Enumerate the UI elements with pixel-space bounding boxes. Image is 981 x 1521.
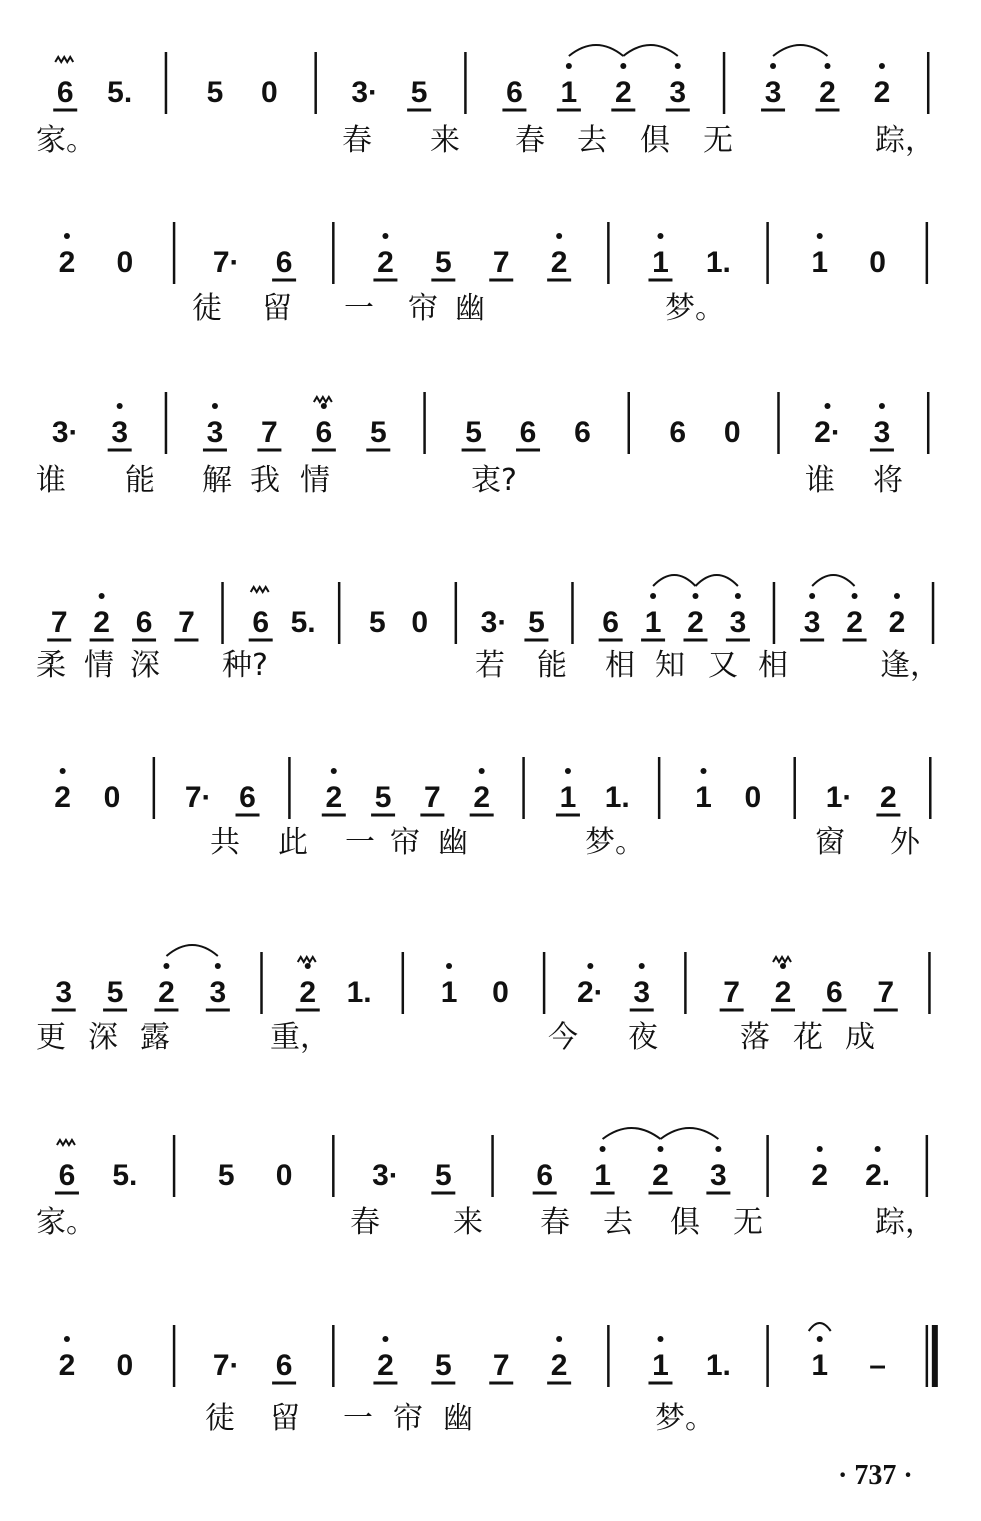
lyric-char: 外 <box>890 825 920 860</box>
lyric-char: 我 <box>250 463 280 498</box>
high-octave-dot <box>780 963 786 969</box>
high-octave-dot <box>620 63 626 69</box>
note: 6 <box>669 416 687 449</box>
system-8 <box>59 1323 935 1436</box>
system-5 <box>54 757 930 860</box>
note: 6 <box>135 606 153 639</box>
lyric-char: 去 <box>603 1205 633 1240</box>
note: 3 <box>803 606 821 639</box>
note: 1 <box>811 1349 829 1382</box>
high-octave-dot <box>879 63 885 69</box>
lyric-char: 春 <box>350 1205 380 1240</box>
note: 5 <box>369 416 387 449</box>
high-octave-dot <box>117 403 123 409</box>
high-octave-dot <box>692 593 698 599</box>
note: 1. <box>705 246 731 279</box>
system-6 <box>36 945 929 1055</box>
lyric-char: 谁 <box>805 463 835 498</box>
lyric-char: 能 <box>125 463 155 498</box>
note: 6 <box>506 76 523 109</box>
lyric-char: 一 <box>344 291 374 326</box>
lyric-char: 留 <box>270 1401 300 1436</box>
note: 2 <box>54 781 71 814</box>
lyric-char: 家。 <box>36 1205 96 1240</box>
high-octave-dot <box>64 1336 70 1342</box>
high-octave-dot <box>715 1146 721 1152</box>
note: 0 <box>116 246 134 279</box>
note: 5 <box>217 1159 235 1192</box>
high-octave-dot <box>824 63 830 69</box>
note: 1 <box>811 246 829 279</box>
lyric-char: 幽 <box>455 291 485 326</box>
lyric-char: 深 <box>88 1020 118 1055</box>
note: 2 <box>58 246 76 279</box>
high-octave-dot <box>875 1146 881 1152</box>
lyric-char: 来 <box>430 123 460 158</box>
high-octave-dot <box>809 593 815 599</box>
note: 6 <box>536 1159 554 1192</box>
lyric-char: 留 <box>262 291 292 326</box>
note: 3 <box>729 606 747 639</box>
note: 5 <box>369 606 386 639</box>
high-octave-dot <box>770 63 776 69</box>
note: 2· <box>576 976 604 1009</box>
note: 6 <box>239 781 256 814</box>
lyric-char: 一 <box>343 1401 373 1436</box>
note: 1 <box>695 781 712 814</box>
note: 2 <box>873 76 891 109</box>
lyric-char: 无 <box>733 1205 763 1240</box>
note: 6 <box>315 416 333 449</box>
high-octave-dot <box>321 403 327 409</box>
note: 3 <box>633 976 651 1009</box>
slur <box>653 575 695 586</box>
note: 2 <box>158 976 175 1009</box>
high-octave-dot <box>701 768 707 774</box>
note: 2 <box>888 606 906 639</box>
note: 3· <box>51 416 79 449</box>
lyric-char: 去 <box>577 123 607 158</box>
note: 1 <box>652 246 669 279</box>
ornament-mark <box>773 957 791 962</box>
note: 7 <box>492 246 510 279</box>
lyric-char: 幽 <box>438 825 468 860</box>
lyric-char: 帘 <box>393 1401 423 1436</box>
lyric-char: 能 <box>537 648 567 683</box>
note: 7· <box>212 1349 240 1382</box>
lyric-char: 帘 <box>390 825 420 860</box>
note: 2 <box>880 781 897 814</box>
note: 2 <box>377 1349 394 1382</box>
note: 2 <box>299 976 317 1009</box>
lyric-char: 花 <box>793 1020 823 1055</box>
note: 5 <box>434 1349 452 1382</box>
lyric-char: 徒 <box>205 1401 235 1436</box>
note: 3 <box>710 1159 727 1192</box>
high-octave-dot <box>600 1146 606 1152</box>
note: 0 <box>411 606 429 639</box>
high-octave-dot <box>565 768 571 774</box>
lyric-char: 此 <box>278 825 308 860</box>
lyric-char: 俱 <box>670 1205 700 1240</box>
high-octave-dot <box>331 768 337 774</box>
note: 0 <box>869 246 886 279</box>
high-octave-dot <box>60 768 66 774</box>
note: 5 <box>106 976 124 1009</box>
lyric-char: 深 <box>130 648 160 683</box>
note: 6 <box>56 76 74 109</box>
slur <box>812 575 854 586</box>
note: 1 <box>652 1349 669 1382</box>
lyric-char: 窗 <box>815 825 845 860</box>
ornament-mark <box>298 957 316 962</box>
note: 1. <box>705 1349 731 1382</box>
note: 0 <box>116 1349 134 1382</box>
page-number: · 737 · <box>838 1460 913 1491</box>
note: 7 <box>877 976 895 1009</box>
lyric-char: 衷? <box>471 463 517 498</box>
lyric-char: 夜 <box>628 1020 658 1055</box>
lyric-char: 一 <box>345 825 375 860</box>
note: 2 <box>325 781 343 814</box>
note: 7· <box>184 781 212 814</box>
lyric-char: 梦。 <box>665 291 725 326</box>
note: 2· <box>814 416 841 449</box>
lyric-char: 情 <box>84 648 114 683</box>
note: 7 <box>178 606 195 639</box>
lyric-char: 种? <box>222 648 268 683</box>
lyric-char: 更 <box>36 1020 66 1055</box>
lyric-char: 谁 <box>36 463 66 498</box>
high-octave-dot <box>817 1336 823 1342</box>
slur <box>166 945 217 956</box>
ornament-mark <box>55 57 73 62</box>
lyric-char: 将 <box>873 463 903 498</box>
note: 6 <box>58 1159 76 1192</box>
note: 6 <box>519 416 537 449</box>
note: 1 <box>560 76 578 109</box>
note: 2 <box>811 1159 829 1192</box>
note: 2 <box>614 76 632 109</box>
note: 5 <box>434 1159 452 1192</box>
lyric-char: 无 <box>703 123 733 158</box>
note: 1 <box>559 781 577 814</box>
high-octave-dot <box>639 963 645 969</box>
note: 6 <box>826 976 843 1009</box>
note: 2 <box>774 976 792 1009</box>
lyric-char: 相 <box>605 648 635 683</box>
fermata-mark <box>809 1323 831 1331</box>
high-octave-dot <box>446 963 452 969</box>
note: 5 <box>528 606 545 639</box>
ornament-mark <box>57 1140 75 1145</box>
note: 0 <box>261 76 278 109</box>
high-octave-dot <box>382 233 388 239</box>
note: 6 <box>574 416 591 449</box>
note: 0 <box>723 416 741 449</box>
high-octave-dot <box>894 593 900 599</box>
ornament-mark <box>251 587 269 592</box>
note: 3· <box>351 76 379 109</box>
note: 1 <box>644 606 662 639</box>
lyric-char: 又 <box>708 648 738 683</box>
note: 2 <box>550 246 568 279</box>
note: 2 <box>550 1349 568 1382</box>
system-1 <box>36 45 935 158</box>
lyric-char: 徒 <box>192 291 222 326</box>
note: 6 <box>275 246 293 279</box>
score-systems <box>36 45 940 1436</box>
slur <box>695 575 737 586</box>
lyric-char: 春 <box>515 123 545 158</box>
system-2 <box>59 222 927 326</box>
high-octave-dot <box>657 1146 663 1152</box>
note: 5 <box>434 246 452 279</box>
lyric-char: 若 <box>475 648 505 683</box>
slur <box>569 45 623 56</box>
slur <box>660 1128 718 1139</box>
lyric-char: 梦。 <box>585 825 645 860</box>
slur <box>603 1128 661 1139</box>
lyric-char: 踪， <box>875 123 935 158</box>
high-octave-dot <box>64 233 70 239</box>
note: 3· <box>372 1159 399 1192</box>
note: 1 <box>440 976 458 1009</box>
note: 7· <box>212 246 240 279</box>
lyric-char: 逢， <box>880 648 940 683</box>
note: 7 <box>424 781 441 814</box>
lyric-char: 柔 <box>36 648 66 683</box>
lyric-char: 成 <box>845 1020 875 1055</box>
high-octave-dot <box>556 233 562 239</box>
note: 5 <box>374 781 392 814</box>
lyric-char: 幽 <box>443 1401 473 1436</box>
high-octave-dot <box>879 403 885 409</box>
note: 1. <box>604 781 630 814</box>
note: 3 <box>873 416 891 449</box>
note: 3 <box>764 76 782 109</box>
note: 2 <box>473 781 491 814</box>
high-octave-dot <box>556 1336 562 1342</box>
slur <box>623 45 677 56</box>
high-octave-dot <box>215 963 221 969</box>
note: 3 <box>209 976 227 1009</box>
system-7 <box>36 1128 935 1240</box>
high-octave-dot <box>479 768 485 774</box>
high-octave-dot <box>675 63 681 69</box>
lyric-char: 今 <box>548 1020 578 1055</box>
lyric-char: 春 <box>342 123 372 158</box>
note: – <box>869 1349 886 1382</box>
lyric-char: 知 <box>655 648 685 683</box>
lyric-char: 相 <box>758 648 788 683</box>
lyric-char: 落 <box>740 1020 770 1055</box>
lyric-char: 解 <box>202 463 232 498</box>
note: 2 <box>819 76 836 109</box>
high-octave-dot <box>212 403 218 409</box>
note: 0 <box>103 781 121 814</box>
note: 3 <box>206 416 224 449</box>
note: 3· <box>480 606 508 639</box>
note: 2 <box>652 1159 669 1192</box>
note: 2. <box>865 1159 891 1192</box>
high-octave-dot <box>566 63 572 69</box>
note: 1· <box>825 781 853 814</box>
note: 1 <box>594 1159 611 1192</box>
note: 7 <box>492 1349 510 1382</box>
note: 3 <box>111 416 129 449</box>
note: 2 <box>687 606 704 639</box>
high-octave-dot <box>650 593 656 599</box>
note: 3 <box>55 976 73 1009</box>
note: 7 <box>50 606 68 639</box>
note: 3 <box>669 76 687 109</box>
lyric-char: 俱 <box>640 123 670 158</box>
note: 0 <box>275 1159 293 1192</box>
high-octave-dot <box>817 233 823 239</box>
system-4 <box>36 575 940 683</box>
note: 5 <box>206 76 224 109</box>
note: 7 <box>723 976 740 1009</box>
high-octave-dot <box>735 593 741 599</box>
high-octave-dot <box>657 1336 663 1342</box>
note: 2 <box>58 1349 76 1382</box>
note: 6 <box>602 606 619 639</box>
note: 7 <box>261 416 278 449</box>
lyric-char: 梦。 <box>655 1401 715 1436</box>
lyric-char: 露 <box>140 1020 170 1055</box>
note: 6 <box>252 606 270 639</box>
high-octave-dot <box>305 963 311 969</box>
note: 2 <box>846 606 863 639</box>
note: 5. <box>290 606 316 639</box>
lyric-char: 来 <box>453 1205 483 1240</box>
note: 2 <box>377 246 394 279</box>
high-octave-dot <box>852 593 858 599</box>
slur <box>773 45 827 56</box>
note: 5 <box>410 76 428 109</box>
lyric-char: 踪， <box>875 1205 935 1240</box>
high-octave-dot <box>824 403 830 409</box>
note: 0 <box>744 781 762 814</box>
note: 5 <box>465 416 482 449</box>
lyric-char: 共 <box>210 825 240 860</box>
note: 5. <box>112 1159 138 1192</box>
ornament-mark <box>314 397 332 402</box>
high-octave-dot <box>587 963 593 969</box>
lyric-char: 重， <box>270 1020 330 1055</box>
high-octave-dot <box>99 593 105 599</box>
high-octave-dot <box>163 963 169 969</box>
lyric-char: 家。 <box>36 123 96 158</box>
lyric-char: 春 <box>540 1205 570 1240</box>
note: 0 <box>492 976 509 1009</box>
high-octave-dot <box>657 233 663 239</box>
note: 2 <box>93 606 110 639</box>
note: 6 <box>275 1349 293 1382</box>
high-octave-dot <box>382 1336 388 1342</box>
lyric-char: 帘 <box>408 291 438 326</box>
system-3 <box>36 392 928 498</box>
note: 1. <box>346 976 372 1009</box>
note: 5. <box>107 76 133 109</box>
high-octave-dot <box>817 1146 823 1152</box>
lyric-char: 情 <box>300 463 330 498</box>
